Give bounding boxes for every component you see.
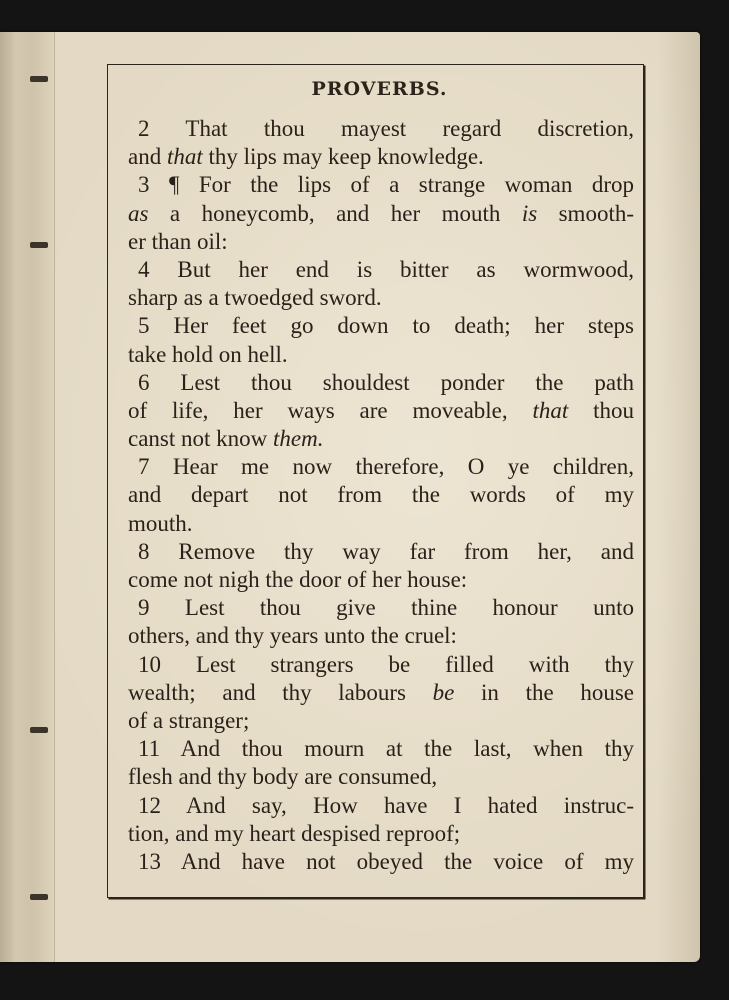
text-run: thy lips may keep knowledge. [202, 144, 484, 170]
text-run: and [128, 144, 167, 170]
text-run: of a stranger; [128, 707, 250, 733]
text-line [128, 284, 634, 312]
text-run: take hold on hell. [128, 341, 288, 367]
text-run: 10 Lest strangers be filled with thy [138, 651, 634, 677]
text-run: sharp as a twoedged sword. [128, 285, 382, 311]
text-line [128, 538, 634, 566]
text-line [128, 792, 634, 820]
text-line [128, 256, 634, 284]
italic-text-run: them. [273, 426, 324, 452]
text-run: others, and thy years unto the cruel: [128, 623, 457, 649]
text-line [128, 735, 634, 763]
text-run: 4 But her end is bitter as wormwood, [138, 256, 634, 282]
text-run: 5 Her feet go down to death; her steps [138, 313, 634, 339]
text-line [128, 115, 634, 143]
text-run: canst not know [128, 426, 274, 452]
italic-text-run: that [166, 144, 203, 170]
italic-text-run: is [521, 200, 538, 226]
text-line [128, 341, 634, 369]
text-run: mouth. [128, 510, 193, 536]
italic-text-run: as [128, 200, 149, 226]
text-run: come not nigh the door of her house: [128, 567, 468, 592]
text-run: and depart not from the words of my [128, 482, 634, 508]
text-run: er than oil: [128, 228, 228, 254]
italic-text-run: be [432, 679, 455, 705]
text-run: thou [568, 397, 634, 423]
text-run: in the house [454, 679, 634, 705]
text-run: a honeycomb, and her mouth [148, 200, 522, 226]
text-line [128, 651, 634, 679]
text-line [128, 397, 634, 425]
text-run: 13 And have not obeyed the voice of my [138, 848, 634, 874]
text-run: 11 And thou mourn at the last, when thy [138, 736, 634, 762]
text-line [128, 763, 634, 791]
text-line [128, 228, 634, 256]
text-line [128, 453, 634, 481]
text-run: tion, and my heart despised reproof; [128, 820, 461, 846]
text-run: 7 Hear me now therefore, O ye children, [138, 454, 634, 480]
text-line [128, 820, 634, 848]
text-run: 8 Remove thy way far from her, and [138, 538, 634, 564]
text-run: 9 Lest thou give thine honour unto [138, 595, 634, 621]
text-line [128, 425, 634, 453]
text-line [128, 312, 634, 340]
text-line [128, 848, 634, 876]
text-line [128, 566, 634, 594]
text-run: 6 Lest thou shouldest ponder the path [138, 369, 634, 395]
verse-text-block [128, 115, 634, 876]
text-line [128, 679, 634, 707]
binding-stitch [30, 894, 48, 900]
text-run: of life, her ways are moveable, [128, 397, 533, 423]
binding-gutter [0, 32, 55, 962]
italic-text-run: that [532, 397, 569, 423]
text-line [128, 622, 634, 650]
text-line [128, 594, 634, 622]
text-line [128, 171, 634, 199]
text-line [128, 369, 634, 397]
text-line [128, 510, 634, 538]
text-line [128, 707, 634, 735]
text-line [128, 481, 634, 509]
binding-stitch [30, 242, 48, 248]
text-run: 3 ¶ For the lips of a strange woman drop [138, 172, 634, 198]
binding-stitch [30, 727, 48, 733]
text-run: wealth; and thy labours [128, 679, 433, 705]
text-line [128, 200, 634, 228]
text-run: 12 And say, How have I hated instruc- [138, 792, 634, 818]
text-run: 2 That thou mayest regard discretion, [138, 116, 634, 141]
text-line [128, 143, 634, 171]
running-head: PROVERBS. [311, 78, 448, 100]
text-run: smooth- [537, 200, 635, 226]
text-run: flesh and thy body are consumed, [128, 764, 438, 790]
